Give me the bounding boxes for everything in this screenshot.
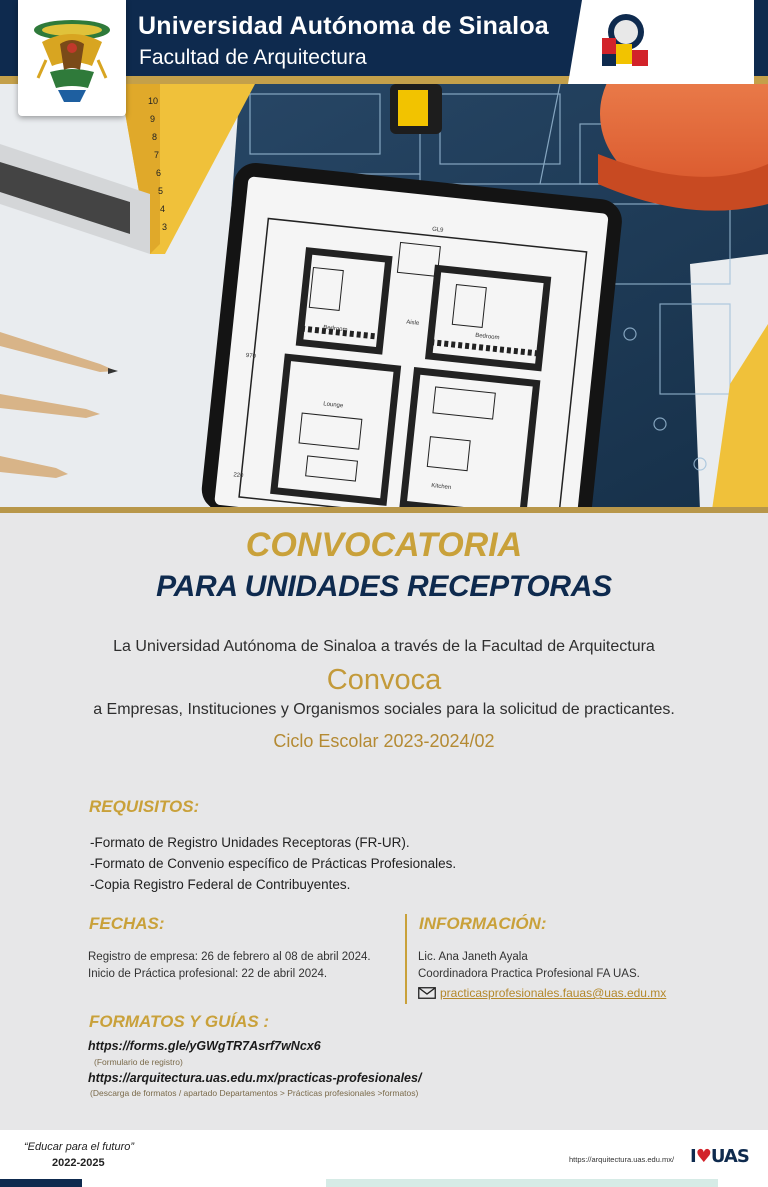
list-item: -Formato de Registro Unidades Receptoras (FR-UR). (90, 835, 410, 850)
intro-text: La Universidad Autónoma de Sinaloa a través de la Facultad de Arquitectura (113, 638, 655, 655)
svg-text:10: 10 (148, 96, 159, 106)
svg-text:GL9: GL9 (431, 226, 444, 234)
registration-form-link[interactable]: https://forms.gle/yGWgTR7Asrf7wNcx6 (88, 1039, 321, 1053)
formats-page-note: (Descarga de formatos / apartado Departamentos > Prácticas profesionales >formatos) (90, 1088, 419, 1098)
svg-text:8: 8 (152, 132, 158, 142)
blueprint-illustration (0, 84, 768, 510)
hero-gold-stripe (0, 507, 768, 513)
registration-form-note: (Formulario de registro) (94, 1057, 183, 1067)
hero-blueprint-image (0, 84, 768, 510)
eagle-crest-icon (30, 8, 114, 108)
university-name: Universidad Autónoma de Sinaloa (138, 12, 549, 40)
school-cycle: Ciclo Escolar 2023-2024/02 (273, 731, 495, 751)
list-item: -Formato de Convenio específico de Prácticas Profesionales. (90, 856, 457, 871)
audience-text: a Empresas, Instituciones y Organismos sociales para la solicitud de practicantes. (93, 701, 675, 718)
column-divider (405, 914, 407, 1004)
formats-page-link[interactable]: https://arquitectura.uas.edu.mx/practicas-profesionales/ (88, 1071, 422, 1085)
faculty-crest-logo (18, 0, 126, 116)
uas-emblem-icon (596, 10, 656, 74)
svg-text:6: 6 (156, 168, 162, 178)
faculty-name: Facultad de Arquitectura (139, 46, 367, 69)
svg-text:7: 7 (154, 150, 160, 160)
svg-text:9: 9 (150, 114, 156, 124)
footer-url-link[interactable]: https://arquitectura.uas.edu.mx/ (569, 1155, 675, 1164)
svg-text:Lounge: Lounge (322, 401, 344, 410)
contact-email-link[interactable]: practicasprofesionales.fauas@uas.edu.mx (440, 986, 667, 1000)
main-subtitle: PARA UNIDADES RECEPTORAS (156, 570, 612, 603)
contact-role: Coordinadora Practica Profesional FA UAS. (418, 968, 640, 980)
fechas-title: FECHAS: (89, 914, 165, 933)
mail-icon (418, 987, 436, 999)
fechas-start: Inicio de Práctica profesional: 22 de abril 2024. (88, 968, 328, 980)
uas-brand-panel (568, 0, 754, 84)
svg-text:3: 3 (162, 222, 168, 232)
footer-mint-bar (326, 1179, 718, 1187)
heart-icon: ♥ (695, 1146, 711, 1167)
svg-text:220: 220 (232, 472, 244, 480)
convoca-heading: Convoca (326, 664, 442, 696)
footer-years: 2022-2025 (52, 1157, 105, 1169)
fechas-registration: Registro de empresa: 26 de febrero al 08 de abril 2024. (88, 951, 371, 963)
contact-name: Lic. Ana Janeth Ayala (418, 951, 528, 963)
svg-text:5: 5 (158, 186, 164, 196)
svg-text:970: 970 (245, 352, 257, 360)
formatos-title: FORMATOS Y GUÍAS : (89, 1012, 270, 1031)
main-title: CONVOCATORIA (245, 526, 523, 564)
svg-text:Aisle: Aisle (405, 319, 420, 327)
svg-text:4: 4 (160, 204, 166, 214)
i-love-uas-logo: I♥UAS (690, 1146, 749, 1167)
svg-text:Bedroom: Bedroom (474, 332, 500, 342)
svg-text:Bedroom: Bedroom (322, 324, 348, 334)
requisitos-title: REQUISITOS: (89, 797, 200, 816)
svg-text:Kitchen: Kitchen (430, 483, 452, 492)
requisitos-list (90, 832, 456, 895)
informacion-title: INFORMACIÓN: (419, 914, 547, 933)
list-item: -Copia Registro Federal de Contribuyentes. (90, 877, 351, 892)
footer-motto: “Educar para el futuro” (24, 1141, 135, 1153)
footer-navy-bar (0, 1179, 82, 1187)
